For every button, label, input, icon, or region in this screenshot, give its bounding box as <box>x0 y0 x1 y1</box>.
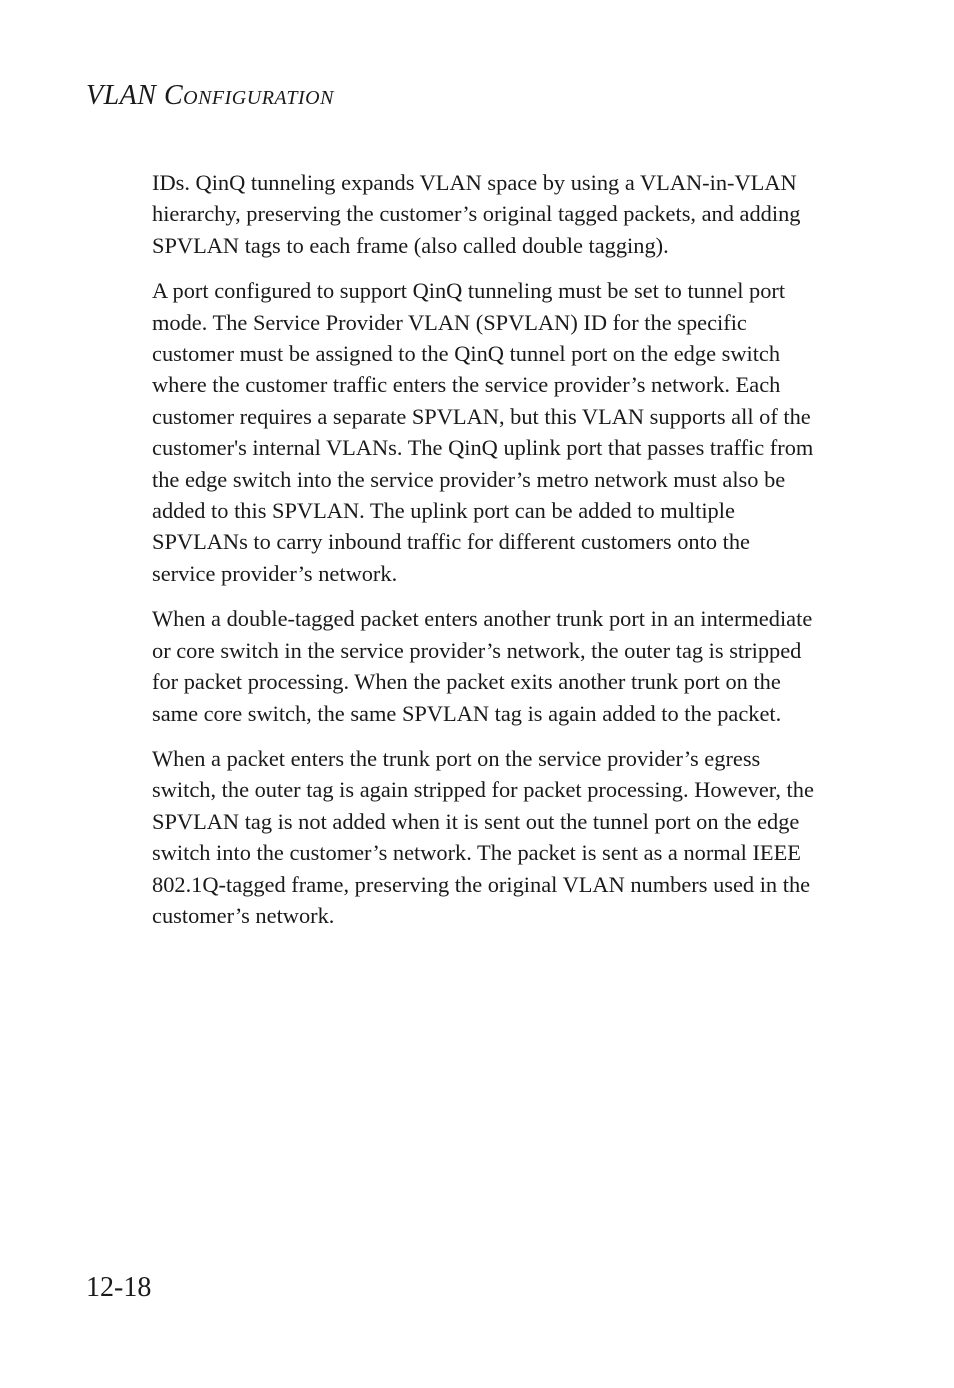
text-line: service provider’s network. <box>152 560 398 586</box>
text-line: or core switch in the service provider’s network, the outer tag is stripped <box>152 637 802 663</box>
paragraph-3 <box>152 603 852 729</box>
header-vlan: VLAN <box>86 80 157 111</box>
text-line: for packet processing. When the packet exits another trunk port on the <box>152 669 781 695</box>
text-line: switch into the customer’s network. The packet is sent as a normal IEEE <box>152 840 801 866</box>
text-line: customer must be assigned to the QinQ tunnel port on the edge switch <box>152 341 781 367</box>
text-line: where the customer traffic enters the service provider’s network. Each <box>152 372 781 398</box>
text-line: SPVLAN tag is not added when it is sent out the tunnel port on the edge <box>152 808 800 834</box>
text-line: customer’s network. <box>152 902 335 928</box>
body-text <box>152 167 852 945</box>
paragraph-2 <box>152 275 852 589</box>
paragraph-1 <box>152 167 852 261</box>
text-line: added to this SPVLAN. The uplink port can be added to multiple <box>152 498 735 524</box>
text-line: the edge switch into the service provider’s metro network must also be <box>152 466 786 492</box>
text-line: customer's internal VLANs. The QinQ uplink port that passes traffic from <box>152 435 814 461</box>
text-line: hierarchy, preserving the customer’s original tagged packets, and adding <box>152 201 801 227</box>
text-line: mode. The Service Provider VLAN (SPVLAN) ID for the specific <box>152 309 747 335</box>
text-line: switch, the outer tag is again stripped for packet processing. However, the <box>152 777 814 803</box>
text-line: same core switch, the same SPVLAN tag is again added to the packet. <box>152 700 782 726</box>
header-configuration: Configuration <box>163 80 334 111</box>
page-number: 12-18 <box>86 1272 152 1303</box>
text-line: SPVLAN tags to each frame (also called double tagging). <box>152 232 669 258</box>
text-line: 802.1Q-tagged frame, preserving the original VLAN numbers used in the <box>152 871 811 897</box>
text-line: When a double-tagged packet enters another trunk port in an intermediate <box>152 606 813 632</box>
text-line: A port configured to support QinQ tunneling must be set to tunnel port <box>152 278 786 304</box>
text-line: customer requires a separate SPVLAN, but this VLAN supports all of the <box>152 403 811 429</box>
text-line: When a packet enters the trunk port on the service provider’s egress <box>152 745 761 771</box>
text-line: SPVLANs to carry inbound traffic for different customers onto the <box>152 529 750 555</box>
text-line: IDs. QinQ tunneling expands VLAN space by using a VLAN-in-VLAN <box>152 170 797 195</box>
paragraph-4 <box>152 743 852 931</box>
running-header <box>86 80 334 112</box>
